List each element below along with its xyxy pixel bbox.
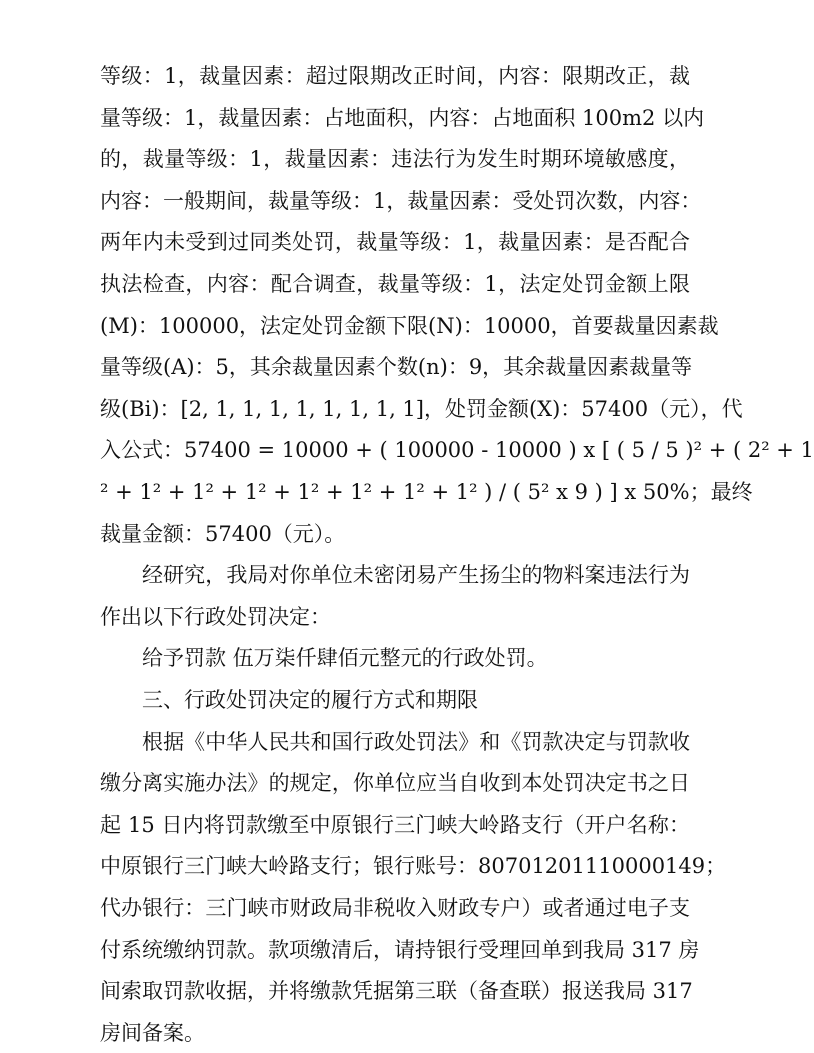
text-line: 内容：一般期间，裁量等级：1，裁量因素：受处罚次数，内容： <box>100 188 702 213</box>
text-line: 两年内未受到过同类处罚，裁量等级：1，裁量因素：是否配合 <box>100 230 690 255</box>
text-line: 经研究，我局对你单位未密闭易产生扬尘的物料案违法行为 <box>142 563 690 588</box>
text-line: 的，裁量等级：1，裁量因素：违法行为发生时期环境敏感度， <box>100 147 690 172</box>
text-line: 缴分离实施办法》的规定，你单位应当自收到本处罚决定书之日 <box>100 771 690 796</box>
text-line: 给予罚款 伍万柒仟肆佰元整元的行政处罚。 <box>142 646 548 671</box>
text-line: 量等级(A)：5，其余裁量因素个数(n)：9，其余裁量因素裁量等 <box>100 355 693 380</box>
text-line: 三、行政处罚决定的履行方式和期限 <box>142 688 478 712</box>
text-line: 房间备案。 <box>100 1020 205 1045</box>
text-line: 量等级：1，裁量因素：占地面积，内容：占地面积 100m2 以内 <box>100 105 705 130</box>
text-line: 代办银行：三门峡市财政局非税收入财政专户）或者通过电子支 <box>100 896 690 920</box>
text-line: 入公式：57400 = 10000 + ( 100000 - 10000 ) x [ ( 5 / 5 )² + ( 2² + 1 <box>100 438 814 463</box>
text-line: (M)：100000，法定处罚金额下限(N)：10000，首要裁量因素裁 <box>100 313 719 338</box>
text-line: 根据《中华人民共和国行政处罚法》和《罚款决定与罚款收 <box>142 729 690 754</box>
text-line: 付系统缴纳罚款。款项缴清后，请持银行受理回单到我局 317 房 <box>100 937 700 962</box>
text-line: 等级：1，裁量因素：超过限期改正时间，内容：限期改正，裁 <box>100 64 690 88</box>
text-line: 裁量金额：57400（元）。 <box>100 521 346 546</box>
text-line: ² + 1² + 1² + 1² + 1² + 1² + 1² + 1² ) / ( 5² x 9 ) ] x 50%；最终 <box>100 480 753 504</box>
text-line: 作出以下行政处罚决定： <box>100 604 331 629</box>
text-line: 中原银行三门峡大岭路支行；银行账号：80701201110000149； <box>100 854 727 879</box>
text-line: 执法检查，内容：配合调查，裁量等级：1，法定处罚金额上限 <box>100 272 690 296</box>
text-line: 起 15 日内将罚款缴至中原银行三门峡大岭路支行（开户名称： <box>100 812 690 837</box>
text-line: 级(Bi)：[2, 1, 1, 1, 1, 1, 1, 1, 1]，处罚金额(X)：57400（元），代 <box>100 396 743 421</box>
text-line: 间索取罚款收据，并将缴款凭据第三联（备查联）报送我局 317 <box>100 979 693 1004</box>
